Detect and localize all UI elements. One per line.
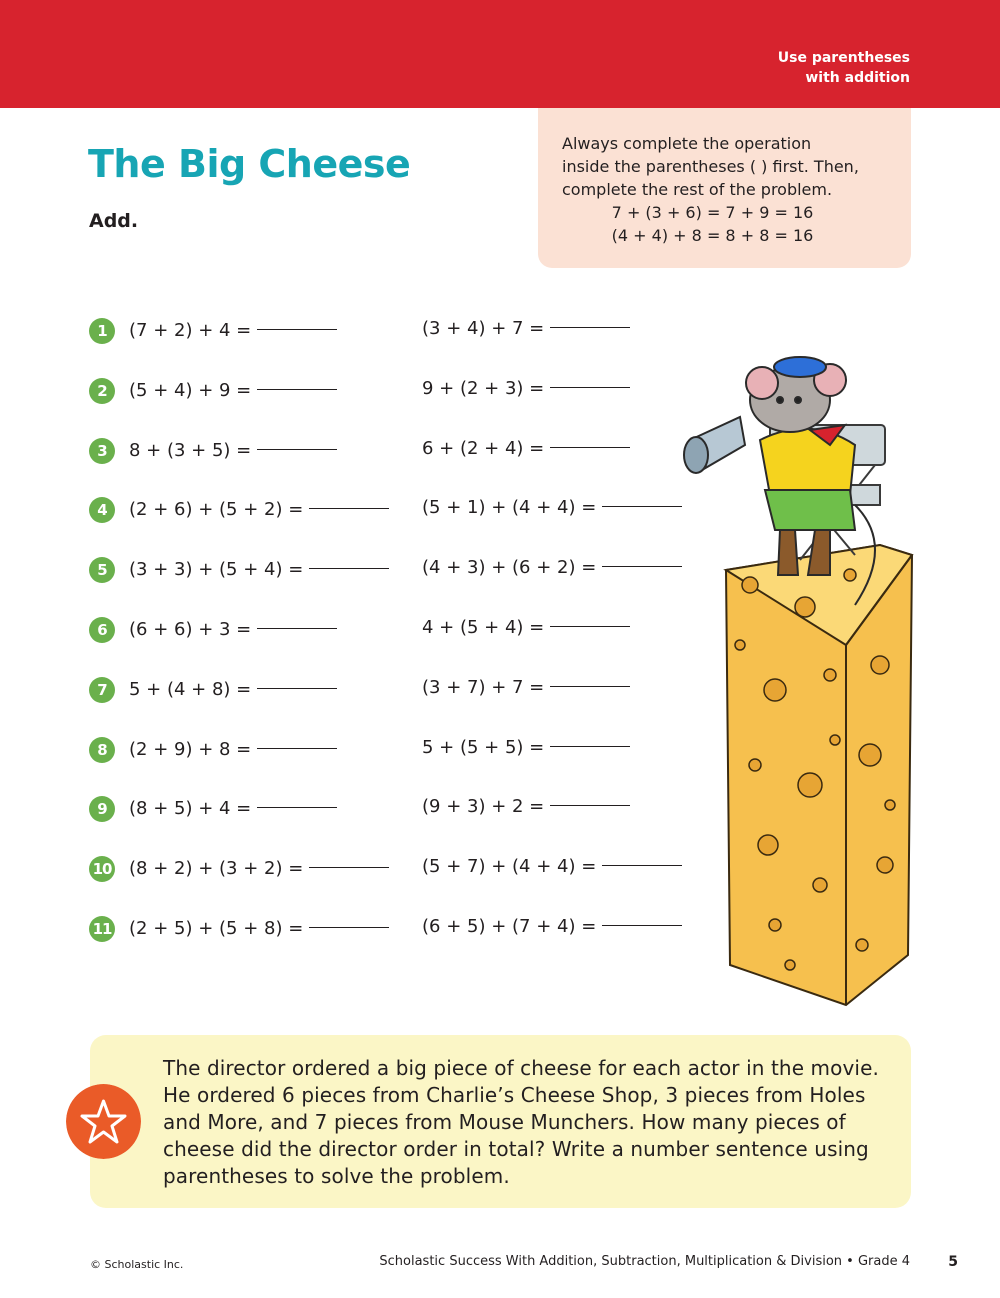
word-problem-line-2: He ordered 6 pieces from Charlie’s Cheese Shop, 3 pieces from Holes bbox=[163, 1083, 866, 1107]
problem-number-badge: 10 bbox=[89, 856, 115, 882]
problem-number-badge: 11 bbox=[89, 916, 115, 942]
problem-expression-left bbox=[129, 675, 337, 705]
problem-expression-right bbox=[422, 553, 682, 583]
problem-expression-left bbox=[129, 495, 389, 525]
problem-expression-right bbox=[422, 434, 630, 464]
problem-expression-right bbox=[422, 792, 630, 822]
expression-text: (8 + 5) + 4 = bbox=[129, 798, 252, 819]
answer-blank[interactable] bbox=[602, 865, 682, 866]
word-problem-line-3: and More, and 7 pieces from Mouse Munchers. How many pieces of bbox=[163, 1110, 846, 1134]
expression-text: (2 + 9) + 8 = bbox=[129, 739, 252, 760]
problem-expression-left bbox=[129, 854, 389, 884]
tip-line-1: Always complete the operation bbox=[562, 134, 812, 153]
book-title: Scholastic Success With Addition, Subtraction, Multiplication & Division • Grade 4 bbox=[379, 1254, 910, 1269]
star-icon bbox=[66, 1084, 141, 1159]
problem-expression-right bbox=[422, 374, 630, 404]
problem-number-badge: 4 bbox=[89, 497, 115, 523]
copyright-text: © Scholastic Inc. bbox=[90, 1258, 184, 1271]
answer-blank[interactable] bbox=[550, 805, 630, 806]
expression-text: 9 + (2 + 3) = bbox=[422, 378, 545, 399]
problem-expression-left bbox=[129, 316, 337, 346]
expression-text: (4 + 3) + (6 + 2) = bbox=[422, 557, 597, 578]
expression-text: (9 + 3) + 2 = bbox=[422, 796, 545, 817]
problem-number-badge: 9 bbox=[89, 796, 115, 822]
expression-text: (6 + 6) + 3 = bbox=[129, 619, 252, 640]
answer-blank[interactable] bbox=[550, 447, 630, 448]
problem-number-badge: 8 bbox=[89, 737, 115, 763]
problem-expression-right bbox=[422, 314, 630, 344]
header-bar bbox=[0, 0, 1000, 108]
problem-expression-right bbox=[422, 733, 630, 763]
expression-text: (6 + 5) + (7 + 4) = bbox=[422, 916, 597, 937]
tip-example-1: 7 + (3 + 6) = 7 + 9 = 16 bbox=[611, 203, 814, 222]
word-problem-box bbox=[90, 1035, 911, 1208]
page-title: The Big Cheese bbox=[88, 142, 411, 186]
word-problem-line-4: cheese did the director order in total? Write a number sentence using bbox=[163, 1137, 869, 1161]
answer-blank[interactable] bbox=[602, 925, 682, 926]
tip-line-3: complete the rest of the problem. bbox=[562, 180, 833, 199]
problem-number-badge: 1 bbox=[89, 318, 115, 344]
tip-example-2: (4 + 4) + 8 = 8 + 8 = 16 bbox=[611, 226, 814, 245]
answer-blank[interactable] bbox=[550, 686, 630, 687]
expression-text: 5 + (5 + 5) = bbox=[422, 737, 545, 758]
mouse-on-cheese-illustration bbox=[680, 345, 920, 1010]
expression-text: (2 + 6) + (5 + 2) = bbox=[129, 499, 304, 520]
problem-number-badge: 5 bbox=[89, 557, 115, 583]
page-number: 5 bbox=[948, 1254, 958, 1270]
word-problem-line-5: parentheses to solve the problem. bbox=[163, 1164, 510, 1188]
tip-box bbox=[538, 108, 911, 268]
skill-line-2: with addition bbox=[805, 70, 910, 86]
expression-text: (3 + 4) + 7 = bbox=[422, 318, 545, 339]
tip-line-2: inside the parentheses ( ) first. Then, bbox=[562, 157, 859, 176]
problem-number-badge: 2 bbox=[89, 378, 115, 404]
answer-blank[interactable] bbox=[257, 688, 337, 689]
expression-text: (7 + 2) + 4 = bbox=[129, 320, 252, 341]
expression-text: (3 + 3) + (5 + 4) = bbox=[129, 559, 304, 580]
problem-expression-right bbox=[422, 613, 630, 643]
answer-blank[interactable] bbox=[550, 387, 630, 388]
problem-number-badge: 6 bbox=[89, 617, 115, 643]
answer-blank[interactable] bbox=[257, 329, 337, 330]
answer-blank[interactable] bbox=[550, 327, 630, 328]
answer-blank[interactable] bbox=[550, 626, 630, 627]
answer-blank[interactable] bbox=[550, 746, 630, 747]
skill-line-1: Use parentheses bbox=[777, 50, 910, 66]
problem-expression-left bbox=[129, 376, 337, 406]
problem-number-badge: 3 bbox=[89, 438, 115, 464]
direction-text: Add. bbox=[89, 210, 139, 232]
answer-blank[interactable] bbox=[309, 927, 389, 928]
answer-blank[interactable] bbox=[257, 449, 337, 450]
problem-expression-left bbox=[129, 914, 389, 944]
skill-label bbox=[778, 48, 910, 88]
cheese-block bbox=[726, 545, 912, 1005]
problem-expression-left bbox=[129, 555, 389, 585]
answer-blank[interactable] bbox=[602, 566, 682, 567]
answer-blank[interactable] bbox=[257, 748, 337, 749]
problem-number-badge: 7 bbox=[89, 677, 115, 703]
answer-blank[interactable] bbox=[602, 506, 682, 507]
problem-expression-right bbox=[422, 852, 682, 882]
word-problem-line-1: The director ordered a big piece of cheese for each actor in the movie. bbox=[163, 1056, 879, 1080]
answer-blank[interactable] bbox=[309, 568, 389, 569]
expression-text: 4 + (5 + 4) = bbox=[422, 617, 545, 638]
answer-blank[interactable] bbox=[257, 389, 337, 390]
problem-expression-left bbox=[129, 794, 337, 824]
expression-text: 5 + (4 + 8) = bbox=[129, 679, 252, 700]
problem-expression-left bbox=[129, 436, 337, 466]
problem-expression-right bbox=[422, 493, 682, 523]
expression-text: (5 + 1) + (4 + 4) = bbox=[422, 497, 597, 518]
problem-expression-left bbox=[129, 615, 337, 645]
answer-blank[interactable] bbox=[257, 807, 337, 808]
expression-text: 6 + (2 + 4) = bbox=[422, 438, 545, 459]
expression-text: (5 + 4) + 9 = bbox=[129, 380, 252, 401]
answer-blank[interactable] bbox=[257, 628, 337, 629]
expression-text: (8 + 2) + (3 + 2) = bbox=[129, 858, 304, 879]
expression-text: (2 + 5) + (5 + 8) = bbox=[129, 918, 304, 939]
problem-expression-right bbox=[422, 673, 630, 703]
expression-text: (5 + 7) + (4 + 4) = bbox=[422, 856, 597, 877]
answer-blank[interactable] bbox=[309, 508, 389, 509]
expression-text: 8 + (3 + 5) = bbox=[129, 440, 252, 461]
expression-text: (3 + 7) + 7 = bbox=[422, 677, 545, 698]
problem-expression-right bbox=[422, 912, 682, 942]
problem-expression-left bbox=[129, 735, 337, 765]
answer-blank[interactable] bbox=[309, 867, 389, 868]
